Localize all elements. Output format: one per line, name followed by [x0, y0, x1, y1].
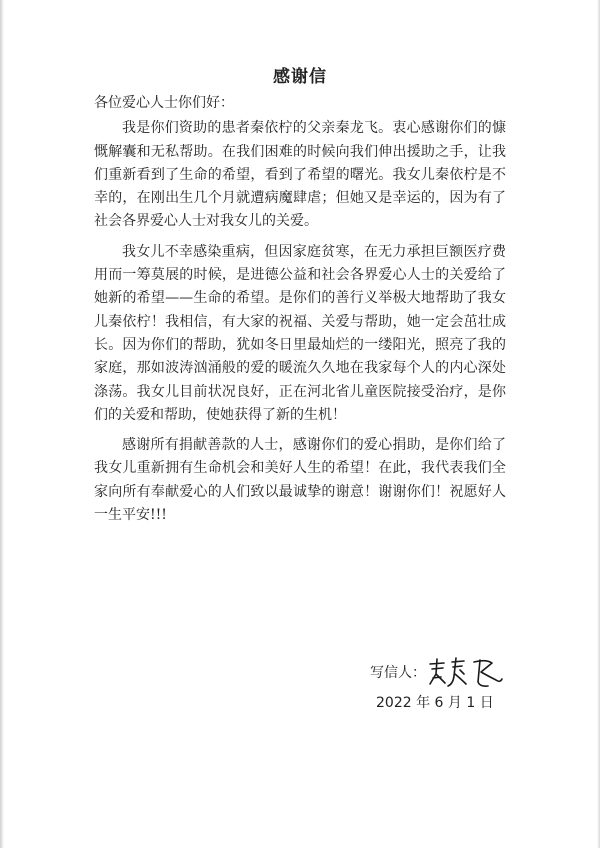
paragraph: 我是你们资助的患者秦依柠的父亲秦龙飞。衷心感谢你们的慷慨解囊和无私帮助。在我们困难的时候向我们伸出援助之手，让我们重新看到了生命的希望，看到了希望的曙光。我女儿秦依柠是不幸的，在刚出生几个月就遭病魔肆虐；但她又是幸运的，因为有了社会各界爱心人士对我女儿的关爱。: [94, 120, 506, 230]
paragraph: 我女儿不幸感染重病，但因家庭贫寒，在无力承担巨额医疗费用而一筹莫展的时候，是进德公益和社会各界爱心人士的关爱给了她新的希望——生命的希望。是你们的善行义举极大地帮助了我女儿秦依柠！我相信，有大家的祝福、关爱与帮助，她一定会茁壮成长。因为你们的帮助，犹如冬日里最灿烂的一缕阳光，照亮了我的家庭，那如波涛汹涌般的爱的暖流久久地在我家每个人的内心深处涤荡。我女儿目前状况良好，正在河北省儿童医院接受治疗，是你们的关爱和帮助，使她获得了新的生机！: [94, 243, 506, 423]
paragraph: 感谢所有捐献善款的人士，感谢你们的爱心捐助，是你们给了我女儿重新拥有生命机会和美好人生的希望！在此，我代表我们全家向所有奉献爱心的人们致以最诚挚的谢意！谢谢你们！祝愿好人一生平安!!!: [94, 437, 506, 524]
letter-date: 2022 年 6 月 1 日: [376, 695, 494, 711]
signature-row: [370, 652, 506, 692]
handwritten-signature: [426, 654, 506, 690]
letter-title: 感谢信: [273, 67, 327, 87]
page-edge: [0, 0, 4, 848]
sign-label: 写信人：: [370, 665, 426, 681]
salutation: 各位爱心人士你们好：: [94, 95, 234, 111]
letter-body: [94, 92, 506, 534]
